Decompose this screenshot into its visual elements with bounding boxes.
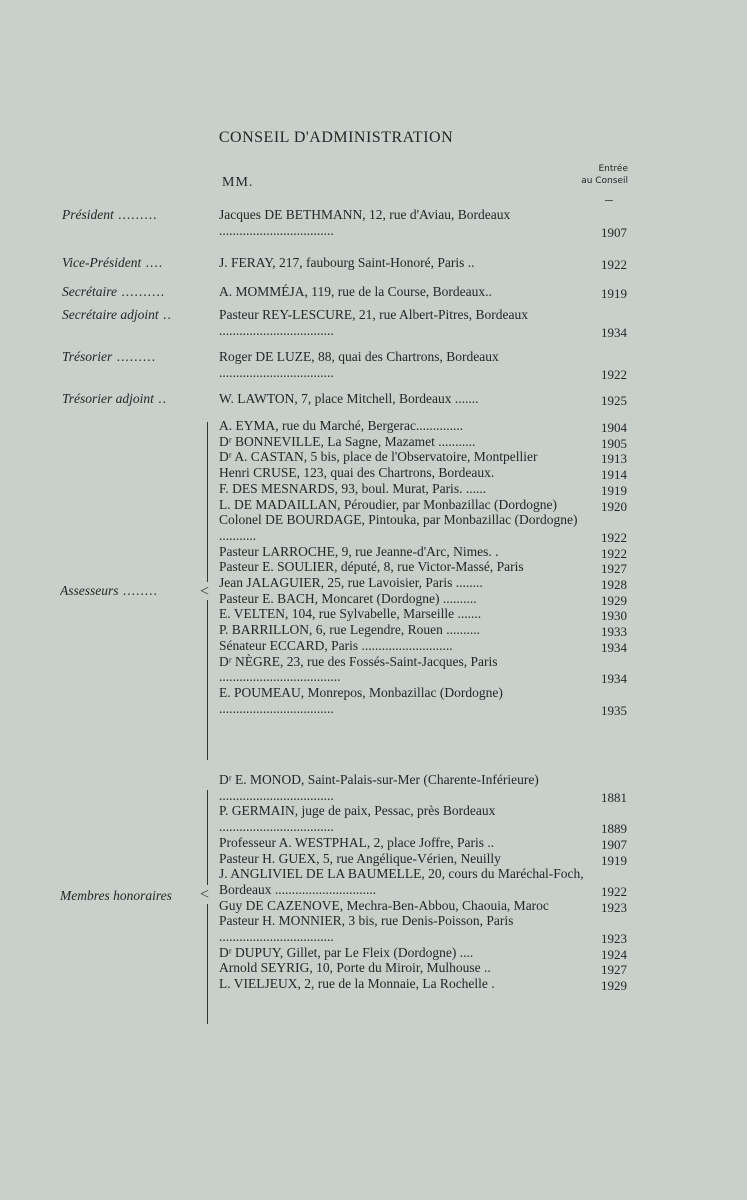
honoraires-brace-bottom <box>207 904 208 1024</box>
member-year: 1927 <box>601 962 627 978</box>
member-year: 1924 <box>601 946 627 962</box>
member-year: 1933 <box>601 624 627 640</box>
member-text: P. GERMAIN, juge de paix, Pessac, près Bordeaux .................................. <box>219 803 496 835</box>
member-entry <box>219 606 629 622</box>
member-text: Professeur A. WESTPHAL, 2, place Joffre, Paris .. <box>219 834 495 850</box>
member-entry <box>219 512 629 543</box>
member-text: E. VELTEN, 104, rue Sylvabelle, Marseille ....... <box>219 606 482 622</box>
role-tresorier: Trésorier ......... <box>62 349 157 364</box>
member-entry <box>219 803 629 837</box>
entree-header <box>546 163 628 187</box>
member-entry <box>219 654 629 685</box>
member-text: Guy DE CAZENOVE, Mechra-Ben-Abbou, Chaouia, Maroc <box>219 897 549 913</box>
honoraires-brace-tip: < <box>200 886 210 903</box>
member-entry <box>219 544 629 560</box>
member-year: 1928 <box>601 577 627 593</box>
member-text: L. VIELJEUX, 2, rue de la Monnaie, La Rochelle . <box>219 976 495 992</box>
officer-entry-tresorier-adjoint <box>219 391 629 407</box>
member-entry <box>219 575 629 591</box>
role-tresorier-adjoint: Trésorier adjoint .. <box>62 391 168 406</box>
member-text: L. DE MADAILLAN, Péroudier, par Monbazillac (Dordogne) <box>219 496 557 512</box>
member-entry <box>219 465 629 481</box>
member-text: Arnold SEYRIG, 10, Porte du Miroir, Mulhouse .. <box>219 960 491 976</box>
officer-entry-secretaire-adjoint <box>219 307 629 338</box>
member-entry <box>219 945 629 961</box>
member-text: Colonel DE BOURDAGE, Pintouka, par Monbazillac (Dordogne) ........... <box>219 512 578 543</box>
role-secretaire: Secrétaire .......... <box>62 284 166 299</box>
assesseurs-list <box>219 418 629 716</box>
member-entry <box>219 685 629 716</box>
member-entry <box>219 449 629 465</box>
officer-text: W. LAWTON, 7, place Mitchell, Bordeaux ....... <box>219 391 479 406</box>
member-year: 1927 <box>601 561 627 577</box>
member-text: Pasteur E. BACH, Moncaret (Dordogne) .......... <box>219 590 477 606</box>
member-text: Jean JALAGUIER, 25, rue Lavoisier, Paris ........ <box>219 575 483 591</box>
member-text: Pasteur LARROCHE, 9, rue Jeanne-d'Arc, Nimes. . <box>219 543 499 559</box>
member-entry <box>219 434 629 450</box>
member-text: Sénateur ECCARD, Paris ........................... <box>219 637 453 653</box>
member-year: 1935 <box>601 702 627 718</box>
member-text: F. DES MESNARDS, 93, boul. Murat, Paris. ...... <box>219 480 487 496</box>
member-text: P. BARRILLON, 6, rue Legendre, Rouen .......... <box>219 622 480 638</box>
member-entry <box>219 559 629 575</box>
assesseurs-brace-tip: < <box>200 583 210 600</box>
officer-entry-tresorier <box>219 349 629 380</box>
member-year: 1905 <box>601 435 627 451</box>
member-entry <box>219 418 629 434</box>
member-text: Dʳ E. MONOD, Saint-Palais-sur-Mer (Charente-Inférieure) .................................. <box>219 772 539 803</box>
member-text: Pasteur H. MONNIER, 3 bis, rue Denis-Poisson, Paris .................................. <box>219 913 514 945</box>
role-secretaire-adjoint: Secrétaire adjoint .. <box>62 307 172 322</box>
member-text: Pasteur H. GUEX, 5, rue Angélique-Vérien, Neuilly <box>219 850 501 866</box>
officer-entry-president <box>219 207 629 238</box>
role-president: Président ......... <box>62 207 158 222</box>
member-year: 1929 <box>601 978 627 994</box>
member-entry <box>219 835 629 851</box>
member-year: 1919 <box>601 482 627 498</box>
page-title: CONSEIL D'ADMINISTRATION <box>218 129 454 146</box>
officer-text: Jacques DE BETHMANN, 12, rue d'Aviau, Bordeaux .................................. <box>219 207 511 238</box>
assesseurs-brace-bottom <box>207 600 208 760</box>
officer-entry-secretaire <box>219 284 629 300</box>
member-text: E. POUMEAU, Monrepos, Monbazillac (Dordogne) .................................. <box>219 684 503 716</box>
member-entry <box>219 960 629 976</box>
member-text: A. EYMA, rue du Marché, Bergerac.............. <box>219 418 464 433</box>
member-year: 1904 <box>601 420 627 435</box>
role-membres-honoraires: Membres honoraires <box>60 888 172 903</box>
officer-year: 1922 <box>601 257 627 272</box>
member-year: 1923 <box>601 931 627 947</box>
member-entry <box>219 976 629 992</box>
member-text: Dʳ A. CASTAN, 5 bis, place de l'Observatoire, Montpellier <box>219 449 538 465</box>
member-year: 1919 <box>601 852 627 868</box>
member-text: Dʳ DUPUY, Gillet, par Le Fleix (Dordogne) .... <box>219 944 474 960</box>
member-entry <box>219 591 629 607</box>
member-year: 1930 <box>601 608 627 624</box>
honoraires-list <box>219 772 629 992</box>
entree-line-2: au Conseil <box>581 176 628 186</box>
officer-entry-vice-president <box>219 255 629 271</box>
member-year: 1922 <box>601 529 627 545</box>
role-vice-president: Vice-Président .... <box>62 255 164 270</box>
member-text: Dʳ BONNEVILLE, La Sagne, Mazamet ........... <box>219 433 476 449</box>
honoraires-brace-top <box>207 790 208 885</box>
member-entry <box>219 497 629 513</box>
officer-text: Pasteur REY-LESCURE, 21, rue Albert-Pitres, Bordeaux .................................. <box>219 307 528 338</box>
officer-year: 1907 <box>601 224 627 240</box>
member-year: 1922 <box>601 883 627 899</box>
member-entry <box>219 898 629 914</box>
mm-label: MM. <box>222 175 254 190</box>
officer-text: A. MOMMÉJA, 119, rue de la Course, Bordeaux.. <box>219 284 492 299</box>
entree-line-1: Entrée <box>598 164 628 174</box>
officer-year: 1919 <box>601 286 627 301</box>
member-year: 1881 <box>601 789 627 805</box>
officer-year: 1922 <box>601 366 627 382</box>
officer-year: 1925 <box>601 393 627 408</box>
member-year: 1929 <box>601 592 627 608</box>
member-year: 1934 <box>601 671 627 687</box>
member-text: Dʳ NÈGRE, 23, rue des Fossés-Saint-Jacques, Paris .................................... <box>219 653 498 685</box>
member-text: J. ANGLIVIEL DE LA BAUMELLE, 20, cours du Maréchal-Foch, Bordeaux .............................. <box>219 866 584 897</box>
officer-year: 1934 <box>601 324 627 340</box>
member-entry <box>219 622 629 638</box>
member-year: 1923 <box>601 899 627 915</box>
assesseurs-brace-top <box>207 422 208 582</box>
member-year: 1913 <box>601 451 627 467</box>
member-year: 1914 <box>601 467 627 483</box>
officer-text: J. FERAY, 217, faubourg Saint-Honoré, Paris .. <box>219 255 475 270</box>
member-year: 1922 <box>601 545 627 561</box>
officer-text: Roger DE LUZE, 88, quai des Chartrons, Bordeaux .................................. <box>219 349 499 380</box>
member-entry <box>219 866 629 897</box>
member-entry <box>219 913 629 947</box>
member-entry <box>219 851 629 867</box>
member-year: 1907 <box>601 836 627 852</box>
entree-rule <box>605 200 613 201</box>
member-year: 1934 <box>601 639 627 655</box>
member-year: 1920 <box>601 498 627 514</box>
member-text: Henri CRUSE, 123, quai des Chartrons, Bordeaux. <box>219 465 495 481</box>
member-text: Pasteur E. SOULIER, député, 8, rue Victor-Massé, Paris <box>219 559 524 575</box>
role-assesseurs: Assesseurs ........ <box>60 583 158 598</box>
member-entry <box>219 481 629 497</box>
member-entry <box>219 772 629 803</box>
member-year: 1889 <box>601 821 627 837</box>
member-entry <box>219 638 629 654</box>
